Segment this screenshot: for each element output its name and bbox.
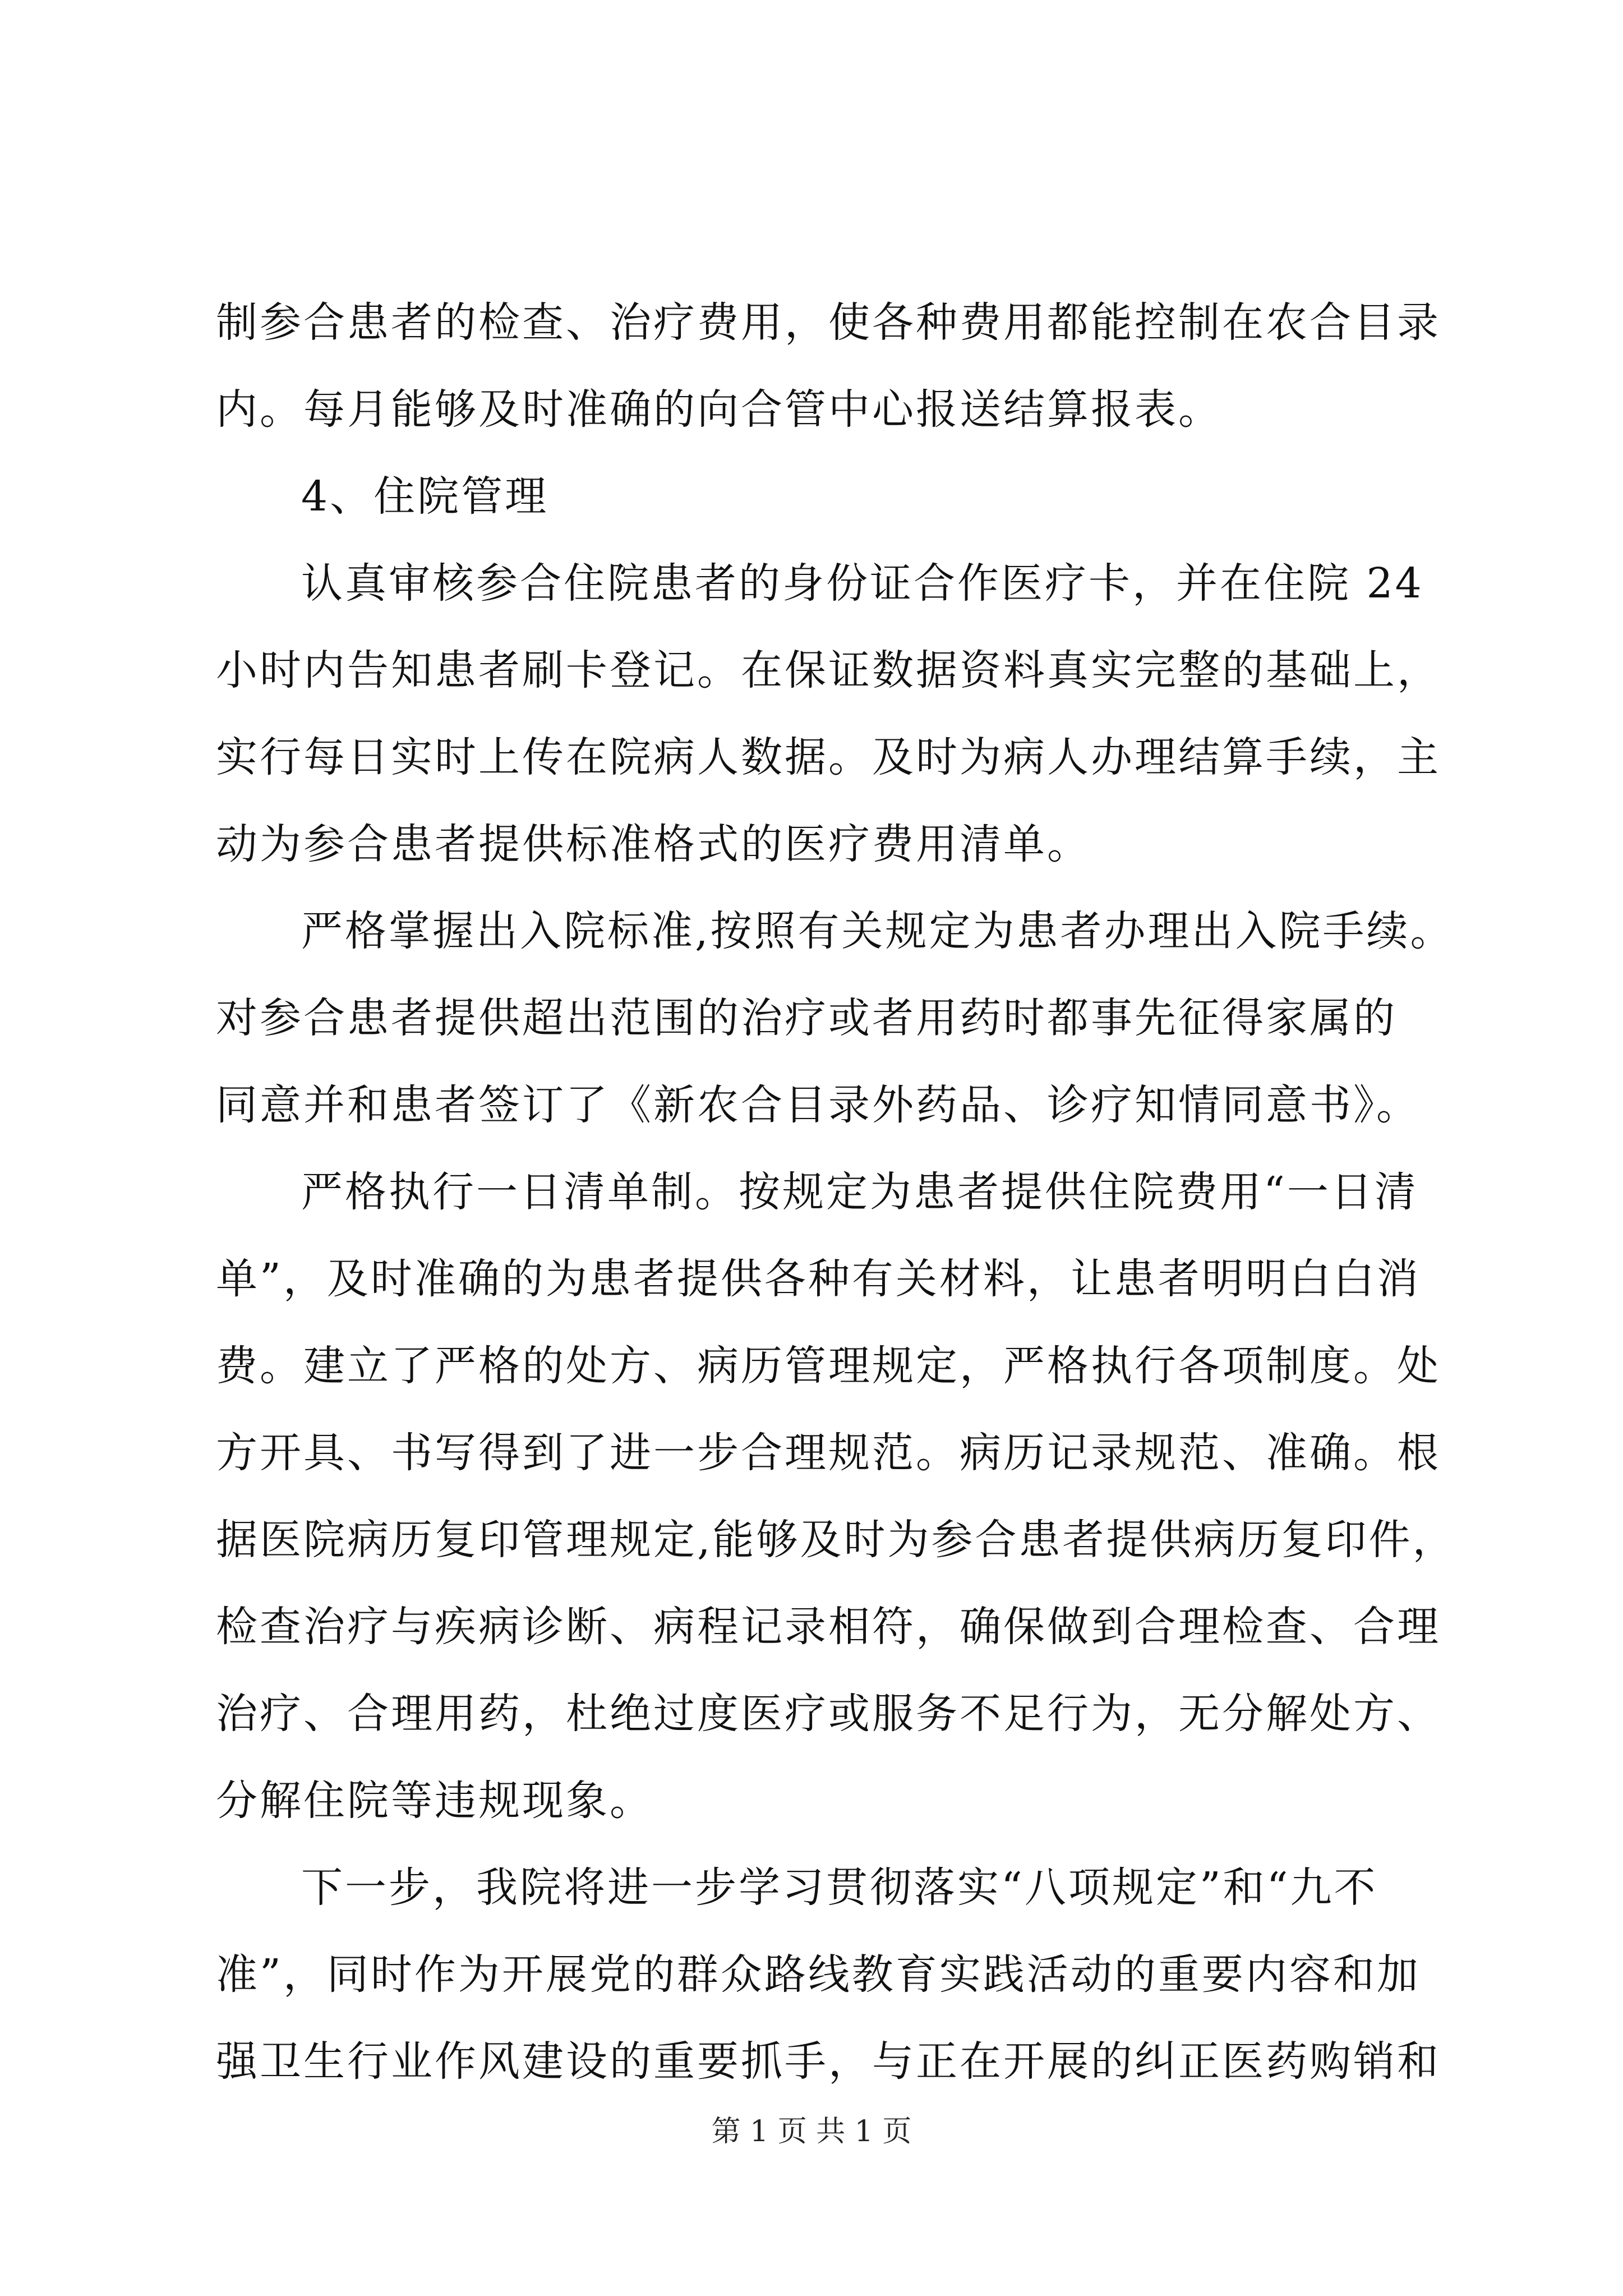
text-line: 制参合患者的检查、治疗费用，使各种费用都能控制在农合目录 (216, 298, 1441, 347)
section-heading: 4、住院管理 (301, 472, 549, 521)
text-line: 费。建立了严格的处方、病历管理规定，严格执行各项制度。处 (216, 1342, 1441, 1390)
text-line: 方开具、书写得到了进一步合理规范。病历记录规范、准确。根 (216, 1429, 1441, 1477)
text-line: 动为参合患者提供标准格式的医疗费用清单。 (216, 820, 1091, 868)
text-line: 分解住院等违规现象。 (216, 1777, 653, 1825)
page-footer: 第 1 页 共 1 页 (711, 2115, 912, 2148)
text-line: 严格掌握出入院标准,按照有关规定为患者办理出入院手续。 (301, 907, 1454, 955)
text-line: 下一步，我院将进一步学习贯彻落实“八项规定”和“九不 (301, 1864, 1378, 1912)
text-line: 准”，同时作为开展党的群众路线教育实践活动的重要内容和加 (216, 1950, 1421, 1999)
text-line: 据医院病历复印管理规定,能够及时为参合患者提供病历复印件， (216, 1516, 1456, 1564)
text-line: 同意并和患者签订了《新农合目录外药品、诊疗知情同意书》。 (216, 1081, 1420, 1129)
text-line: 强卫生行业作风建设的重要抓手，与正在开展的纠正医药购销和 (216, 2037, 1441, 2086)
text-line: 认真审核参合住院患者的身份证合作医疗卡，并在住院 24 (301, 559, 1424, 608)
text-line: 实行每日实时上传在院病人数据。及时为病人办理结算手续，主 (216, 733, 1441, 781)
text-line: 小时内告知患者刷卡登记。在保证数据资料真实完整的基础上， (216, 646, 1441, 694)
text-line: 检查治疗与疾病诊断、病程记录相符，确保做到合理检查、合理 (216, 1603, 1441, 1651)
text-line: 严格执行一日清单制。按规定为患者提供住院费用“一日清 (301, 1168, 1418, 1216)
text-line: 单”，及时准确的为患者提供各种有关材料，让患者明明白白消 (216, 1255, 1421, 1303)
text-line: 治疗、合理用药，杜绝过度医疗或服务不足行为，无分解处方、 (216, 1690, 1441, 1738)
text-line: 对参合患者提供超出范围的治疗或者用药时都事先征得家属的 (216, 994, 1397, 1042)
text-line: 内。每月能够及时准确的向合管中心报送结算报表。 (216, 385, 1222, 434)
